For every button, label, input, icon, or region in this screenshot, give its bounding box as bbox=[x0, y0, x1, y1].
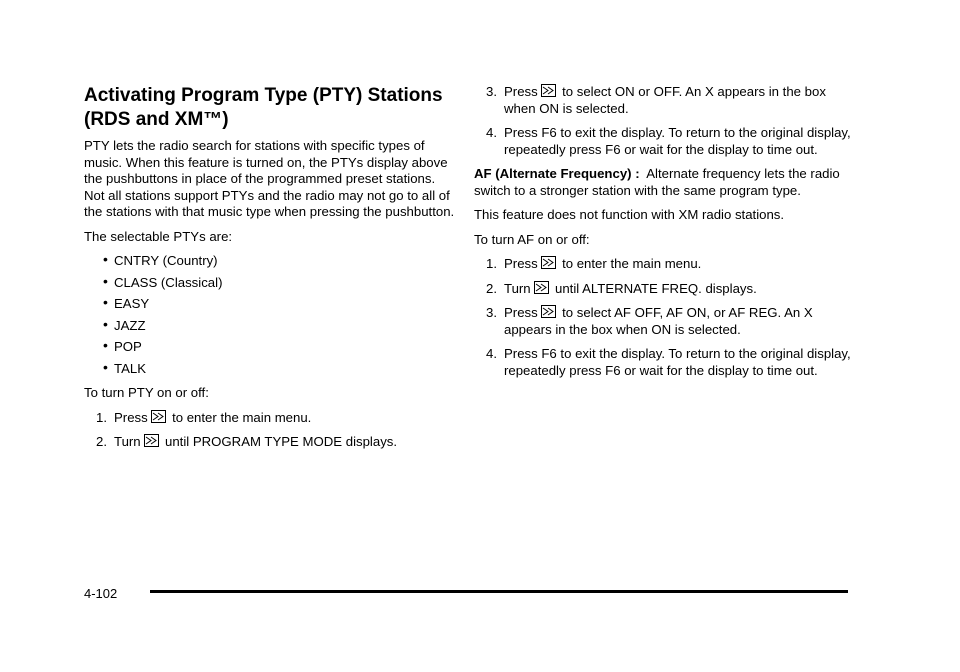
intro-paragraph: PTY lets the radio search for stations with specific types of music. When this feature is turned on, the PTYs display above the pushbuttons in place of the programmed preset stations. Not all stations support PTYs and the radio may not go to all of the stations with that music type when pressing the pushbutton. bbox=[84, 138, 455, 219]
step-item: 2. Turn until PROGRAM TYPE MODE displays. bbox=[96, 434, 398, 449]
list-item: • CLASS (Classical) bbox=[103, 272, 223, 290]
step-item: 3. Press to select AF OFF, AF ON, or AF REG. An X appears in the box when ON is selected. bbox=[486, 305, 813, 337]
list-item: • CNTRY (Country) bbox=[103, 251, 218, 268]
tune-select-knob-icon bbox=[144, 434, 159, 447]
af-steps bbox=[474, 256, 854, 379]
pty-steps bbox=[84, 410, 456, 451]
list-item: • EASY bbox=[103, 294, 150, 311]
tune-select-knob-icon bbox=[534, 281, 549, 294]
bullet-icon: • bbox=[103, 251, 108, 267]
pty-steps-continued bbox=[474, 84, 854, 158]
af-description: Alternate frequency lets the radio switch to a stronger station with the same program type. bbox=[474, 166, 840, 198]
step-item: 4. Press F6 to exit the display. To return to the original display, repeatedly press F6 or wait for the display to time out. bbox=[486, 346, 851, 378]
tune-select-knob-icon bbox=[151, 410, 166, 423]
step-item: 3. Press to select ON or OFF. An X appears in the box when ON is selected. bbox=[486, 84, 826, 116]
page-number: 4-102 bbox=[84, 586, 118, 601]
xm-note: This feature does not function with XM radio stations. bbox=[474, 207, 785, 222]
selectable-label: The selectable PTYs are: bbox=[84, 228, 233, 244]
turn-pty-label: To turn PTY on or off: bbox=[84, 385, 209, 400]
list-item: • POP bbox=[103, 337, 142, 354]
step-item: 4. Press F6 to exit the display. To return to the original display, repeatedly press F6 or wait for the display to time out. bbox=[486, 125, 851, 157]
tune-select-knob-icon bbox=[541, 305, 556, 318]
bullet-icon: • bbox=[103, 315, 108, 332]
bullet-icon: • bbox=[103, 358, 108, 375]
list-item: • TALK bbox=[103, 358, 147, 376]
step-item: 1. Press to enter the main menu. bbox=[486, 256, 702, 271]
bullet-icon: • bbox=[103, 337, 108, 353]
af-label: AF (Alternate Frequency) : bbox=[474, 166, 640, 181]
pty-list bbox=[84, 253, 456, 377]
step-item: 2. Turn until ALTERNATE FREQ. displays. bbox=[486, 280, 757, 296]
tune-select-knob-icon bbox=[541, 256, 556, 269]
bullet-icon: • bbox=[103, 294, 108, 310]
tune-select-knob-icon bbox=[541, 84, 556, 97]
right-column bbox=[474, 84, 854, 387]
step-item: 1. Press to enter the main menu. bbox=[96, 409, 312, 425]
list-item: • JAZZ bbox=[103, 315, 146, 333]
af-paragraph bbox=[474, 166, 854, 199]
section-heading: Activating Program Type (PTY) Stations (RDS and XM™) bbox=[84, 85, 443, 130]
bullet-icon: • bbox=[103, 272, 108, 289]
turn-af-label: To turn AF on or off: bbox=[474, 231, 590, 247]
footer-rule bbox=[150, 590, 848, 593]
left-column bbox=[84, 84, 456, 459]
